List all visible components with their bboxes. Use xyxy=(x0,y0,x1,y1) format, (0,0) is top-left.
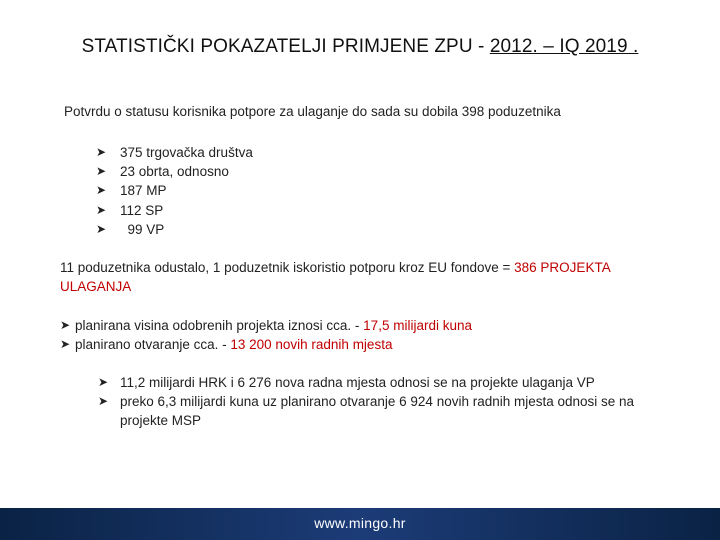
arrow-bullet-icon: ➤ xyxy=(96,164,107,179)
arrow-bullet-icon: ➤ xyxy=(96,221,107,236)
slide-title xyxy=(0,36,720,58)
list-item: ➤ 375 trgovačka društva xyxy=(96,143,253,162)
arrow-bullet-icon: ➤ xyxy=(60,337,71,351)
intro-text: Potvrdu o statusu korisnika potpore za ulaganje do sada su dobila 398 poduzetnika xyxy=(64,104,561,119)
investment-amount: 17,5 milijardi kuna xyxy=(363,318,472,333)
company-breakdown-list xyxy=(96,143,253,239)
title-period: 2012. – IQ 2019 . xyxy=(489,36,639,57)
plans-list xyxy=(60,316,680,354)
summary-text xyxy=(60,258,670,296)
footer-url[interactable]: www.mingo.hr xyxy=(314,515,406,531)
summary-body: 11 poduzetnika odustalo, 1 poduzetnik iskoristio potporu kroz EU fondove = xyxy=(60,260,515,275)
list-item: ➤ planirano otvaranje cca. - 13 200 novih radnih mjesta xyxy=(60,337,393,352)
list-item: ➤ 23 obrta, odnosno xyxy=(96,162,253,181)
arrow-bullet-icon: ➤ xyxy=(60,318,71,332)
title-prefix: STATISTIČKI POKAZATELJI PRIMJENE ZPU - xyxy=(81,36,490,57)
arrow-bullet-icon: ➤ xyxy=(96,145,107,159)
footer-bar xyxy=(0,508,720,540)
arrow-bullet-icon: ➤ xyxy=(98,375,109,389)
list-item: ➤ planirana visina odobrenih projekta iznosi cca. - 17,5 milijardi kuna xyxy=(60,318,472,333)
jobs-amount: 13 200 novih radnih mjesta xyxy=(230,337,393,352)
list-item: ➤ 187 MP xyxy=(96,181,253,200)
list-item: ➤ preko 6,3 milijardi kuna uz planirano otvaranje 6 924 novih radnih mjesta odnosi se na projekte MSP xyxy=(98,394,635,428)
details-list xyxy=(98,373,678,430)
arrow-bullet-icon: ➤ xyxy=(96,202,107,217)
arrow-bullet-icon: ➤ xyxy=(98,394,109,408)
list-item: ➤ 112 SP xyxy=(96,201,253,220)
arrow-bullet-icon: ➤ xyxy=(96,183,107,198)
list-item: ➤ 11,2 milijardi HRK i 6 276 nova radna mjesta odnosi se na projekte ulaganja VP xyxy=(98,375,595,390)
summary-highlight: 386 PROJEKTA ULAGANJA xyxy=(60,260,610,294)
list-item: ➤ 99 VP xyxy=(96,220,253,239)
